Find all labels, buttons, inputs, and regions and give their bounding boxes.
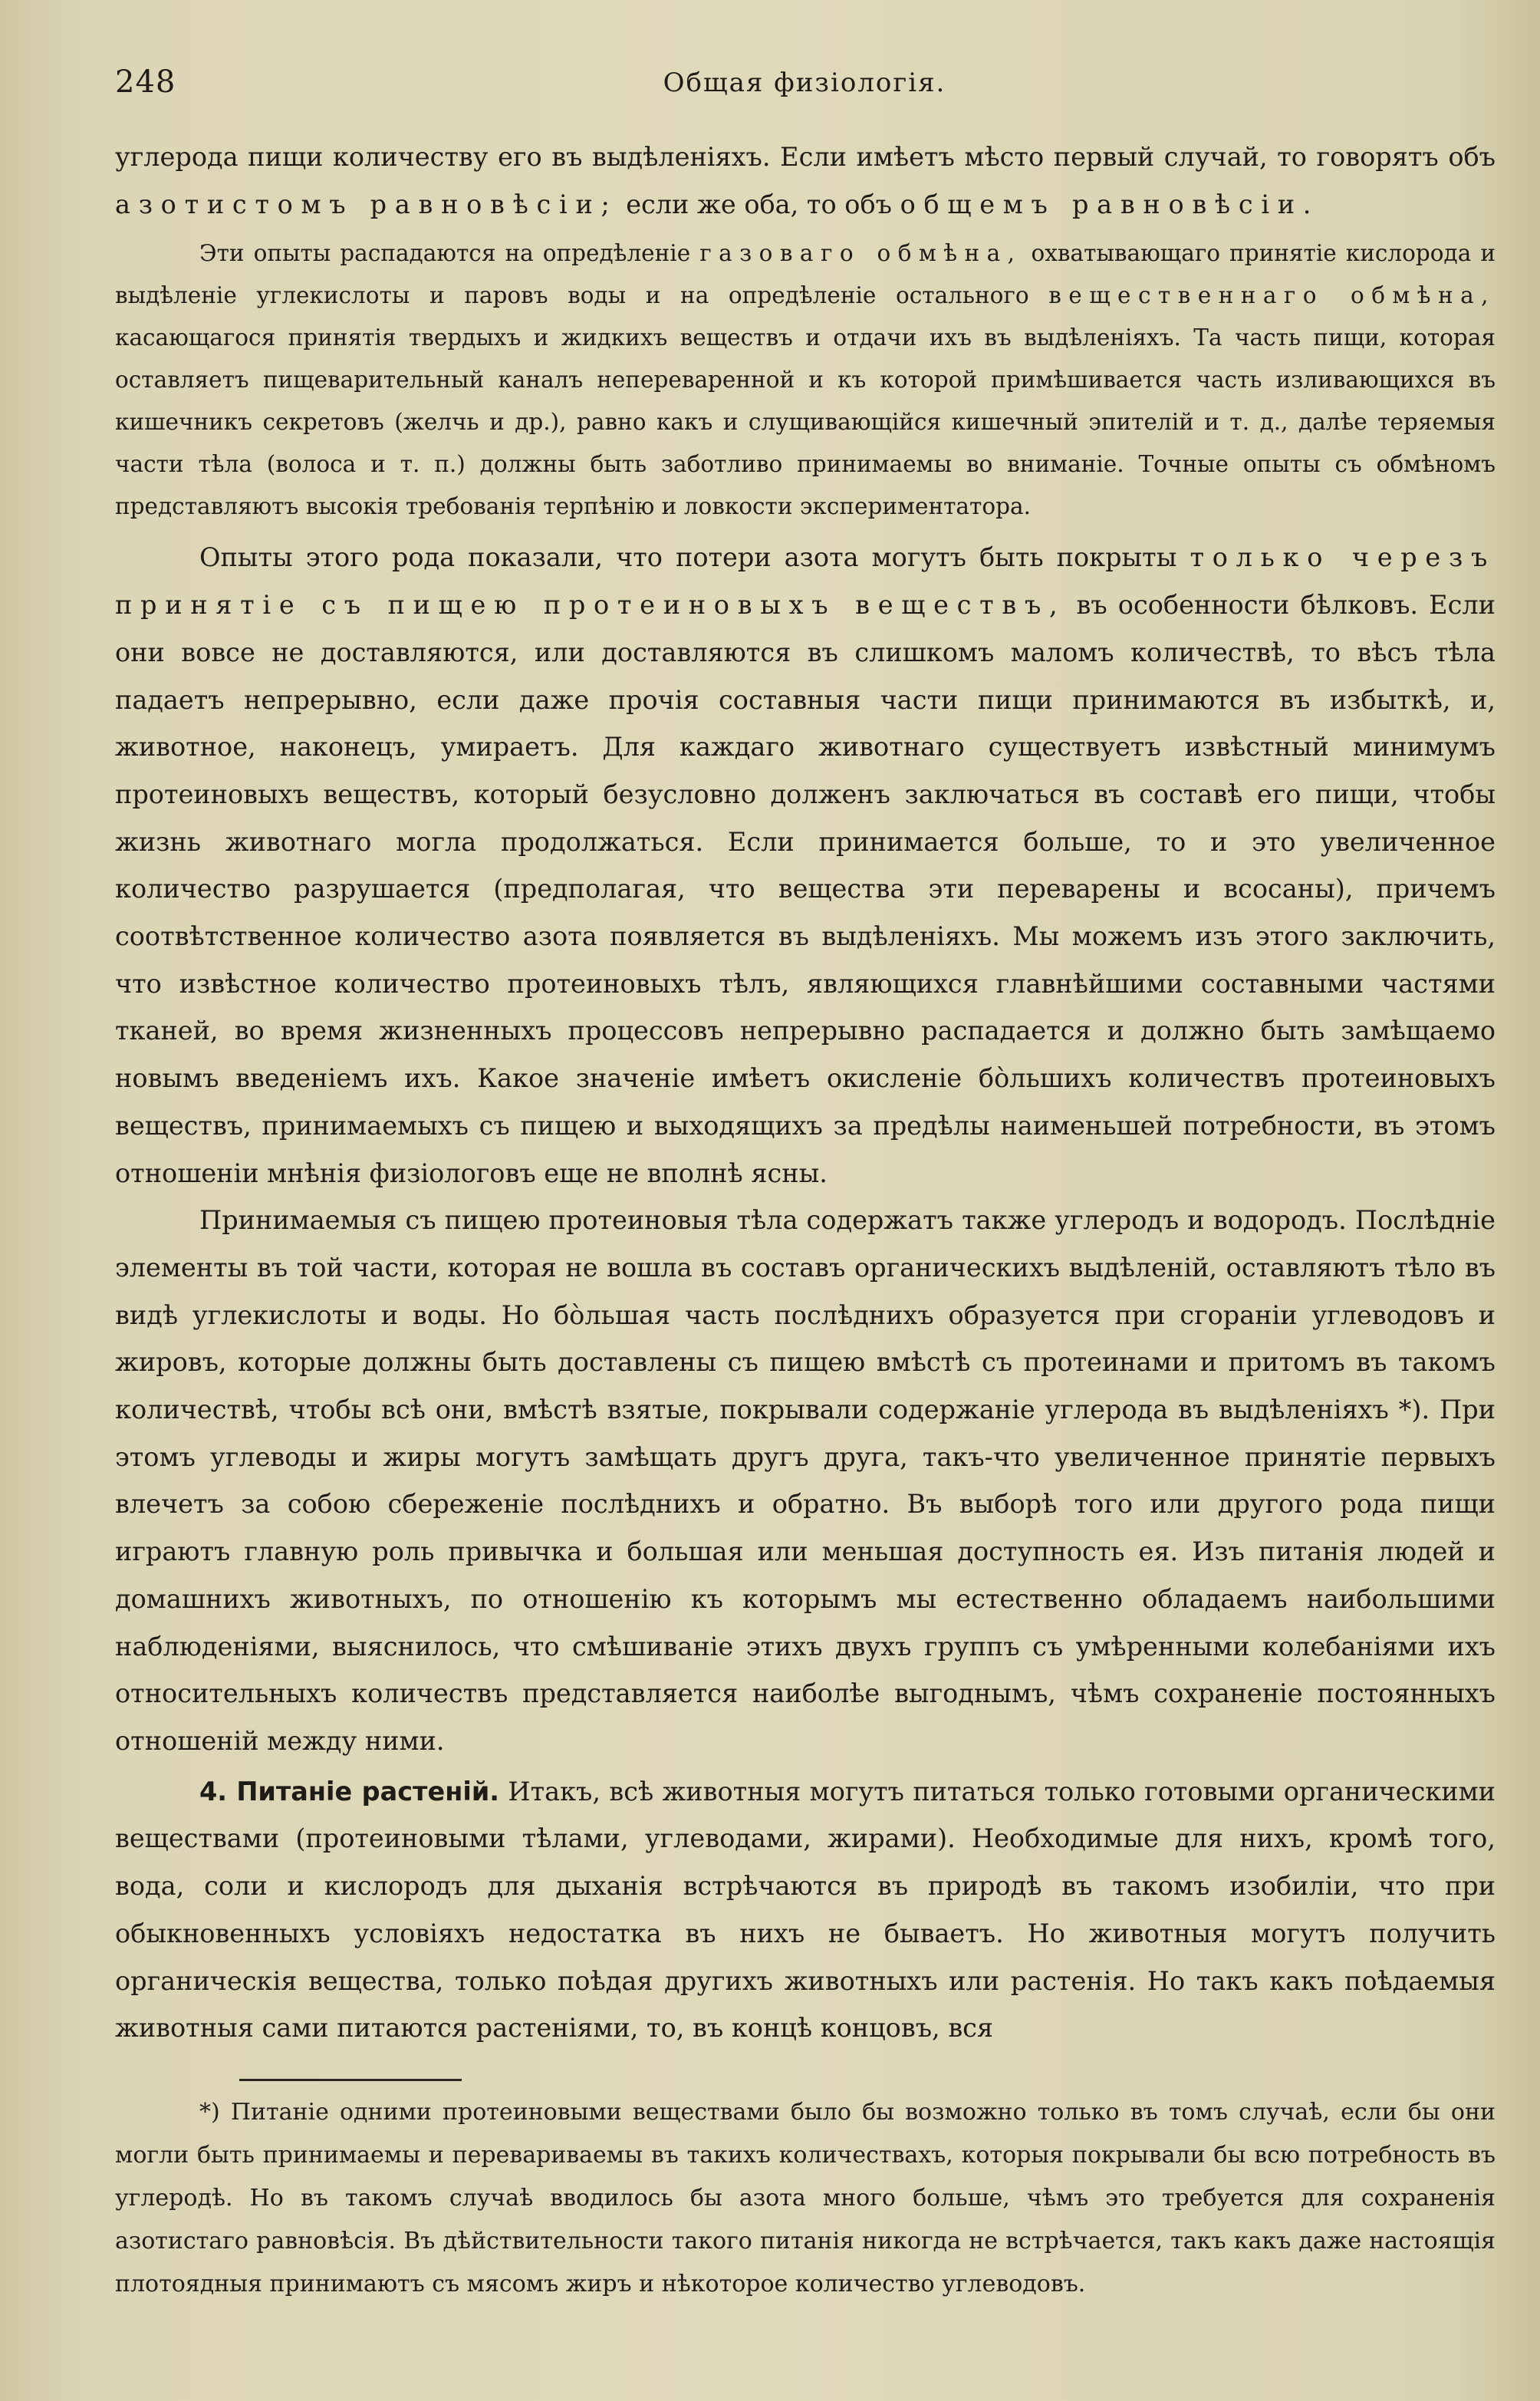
running-title: Общая физiологiя. [663, 68, 946, 98]
term-general-balance: общемъ равновѣсiи. [900, 189, 1320, 219]
paragraph-2-c: касающагося принятiя твердыхъ и жидкихъ веществъ и отдачи ихъ въ выдѣленiяхъ. Та часть пищи, которая оставляетъ пищеварительный каналъ непереваренной и къ которой примѣшивается часть изливающихся въ кишечникъ секретовъ (желчь и др.), равно какъ и слущивающiйся кишечный эпителiй и т. д., далѣе теряемыя части тѣла (волоса и т. п.) должны быть заботливо принимаемы во вниманiе. Точные опыты съ обмѣномъ представляютъ высокiя требованiя терпѣнiю и ловкости экспериментатора. [115, 324, 1496, 520]
paragraph-4: Принимаемыя съ пищею протеиновыя тѣла содержатъ также углеродъ и водородъ. Послѣднiе элементы въ той части, которая не вошла въ составъ органическихъ выдѣленiй, оставляютъ тѣло въ видѣ углекислоты и воды. Но бòльшая часть послѣднихъ образуется при сгоранiи углеводовъ и жировъ, которые должны быть доставлены съ пищею вмѣстѣ съ протеинами и притомъ въ такомъ количествѣ, чтобы всѣ они, вмѣстѣ взятые, покрывали содержанiе углерода въ выдѣленiяхъ *). При этомъ углеводы и жиры могутъ замѣщать другъ друга, такъ-что увеличенное принятiе первыхъ влечетъ за собою сбереженiе послѣднихъ и обратно. Въ выборѣ того или другого рода пищи играютъ главную роль привычка и большая или меньшая доступность ея. Изъ питанiя людей и домашнихъ животныхъ, по отношенiю къ которымъ мы естественно обладаемъ наибольшими наблюденiями, выяснилось, что смѣшиванiе этихъ двухъ группъ съ умѣренными колебанiями ихъ относительныхъ количествъ представляется наиболѣе выгоднымъ, чѣмъ сохраненiе постоянныхъ отношенiй между ними. [115, 1205, 1496, 1756]
paragraph-3 [115, 534, 1496, 1197]
page-header [115, 64, 1494, 110]
section-heading: 4. Питанiе растенiй. [199, 1776, 500, 1807]
paragraph-1-middle: если же оба, то объ [626, 189, 892, 219]
paragraph-5-text: Итакъ, всѣ животныя могутъ питаться только готовыми органическими веществами (протеиновыми тѣлами, углеводами, жирами). Необходимые для нихъ, кромѣ того, вода, соли и кислородъ для дыханiя встрѣчаются въ природѣ въ такомъ изобилiи, что при обыкновенныхъ условiяхъ недостатка въ нихъ не бываетъ. Но животныя могутъ получить органическiя вещества, только поѣдая другихъ животныхъ или растенiя. Но такъ какъ поѣдаемыя животныя сами питаются растенiями, то, въ концѣ концовъ, вся [115, 1776, 1496, 2044]
page-number: 248 [115, 64, 176, 100]
paragraph-5 [115, 1768, 1496, 2052]
term-substance-exchange: вещественнаго обмѣна, [1048, 282, 1496, 309]
paragraph-1-text: углерода пищи количеству его въ выдѣленiяхъ. Если имѣетъ мѣсто первый случай, то говорятъ объ [115, 142, 1496, 172]
footnote-text: *) Питанiе одними протеиновыми веществами было бы возможно только въ томъ случаѣ, если бы они могли быть принимаемы и перевариваемы въ такихъ количествахъ, которыя покрывали бы всю потребность въ углеродѣ. Но въ такомъ случаѣ вводилось бы азота много больше, чѣмъ это требуется для сохраненiя азотистаго равновѣсiя. Въ дѣйствительности такого питанiя никогда не встрѣчается, такъ какъ даже настоящiя плотоядныя принимаютъ съ мясомъ жиръ и нѣкоторое количество углеводовъ. [115, 2099, 1496, 2297]
paragraph-3-b: въ особенности бѣлковъ. Если они вовсе не доставляются, или доставляются въ слишкомъ маломъ количествѣ, то вѣсъ тѣла падаетъ непрерывно, если даже прочiя составныя части пищи принимаются въ избыткѣ, и, животное, наконецъ, умираетъ. Для каждаго животнаго существуетъ извѣстный минимумъ протеиновыхъ веществъ, который безусловно долженъ заключаться въ составѣ его пищи, чтобы жизнь животнаго могла продолжаться. Если принимается больше, то и это увеличенное количество разрушается (предполагая, что вещества эти переварены и всосаны), причемъ соотвѣтственное количество азота появляется въ выдѣленiяхъ. Мы можемъ изъ этого заключить, что извѣстное количество протеиновыхъ тѣлъ, являющихся главнѣйшими составными частями тканей, во время жизненныхъ процессовъ непрерывно распадается и должно быть замѣщаемо новымъ введенiемъ ихъ. Какое значенiе имѣетъ окисленiе бòльшихъ количествъ протеиновыхъ веществъ, принимаемыхъ съ пищею и выходящихъ за предѣлы наименьшей потребности, въ этомъ отношенiи мнѣнiя физiологовъ еще не вполнѣ ясны. [115, 590, 1496, 1188]
paragraph-3-a: Опыты этого рода показали, что потери азота могутъ быть покрыты [199, 542, 1177, 573]
term-protein-intake: только черезъ принятiе съ пищею протеиновыхъ веществъ, [115, 542, 1496, 621]
paragraph-2-smallprint [115, 232, 1496, 528]
paragraph-2-b: охватывающаго принятiе кислорода и выдѣленiе углекислоты и паровъ воды и на опредѣленiе остального [115, 240, 1496, 309]
footnote [115, 2091, 1496, 2306]
term-nitrogen-balance: азотистомъ равновѣсiи; [115, 189, 618, 219]
paragraph-2-a: Эти опыты распадаются на опредѣленiе [199, 240, 691, 267]
term-gas-exchange: газоваго обмѣна, [699, 240, 1022, 267]
paragraph-1 [115, 133, 1496, 228]
main-text [115, 133, 1496, 2052]
footnote-divider [239, 2079, 462, 2081]
